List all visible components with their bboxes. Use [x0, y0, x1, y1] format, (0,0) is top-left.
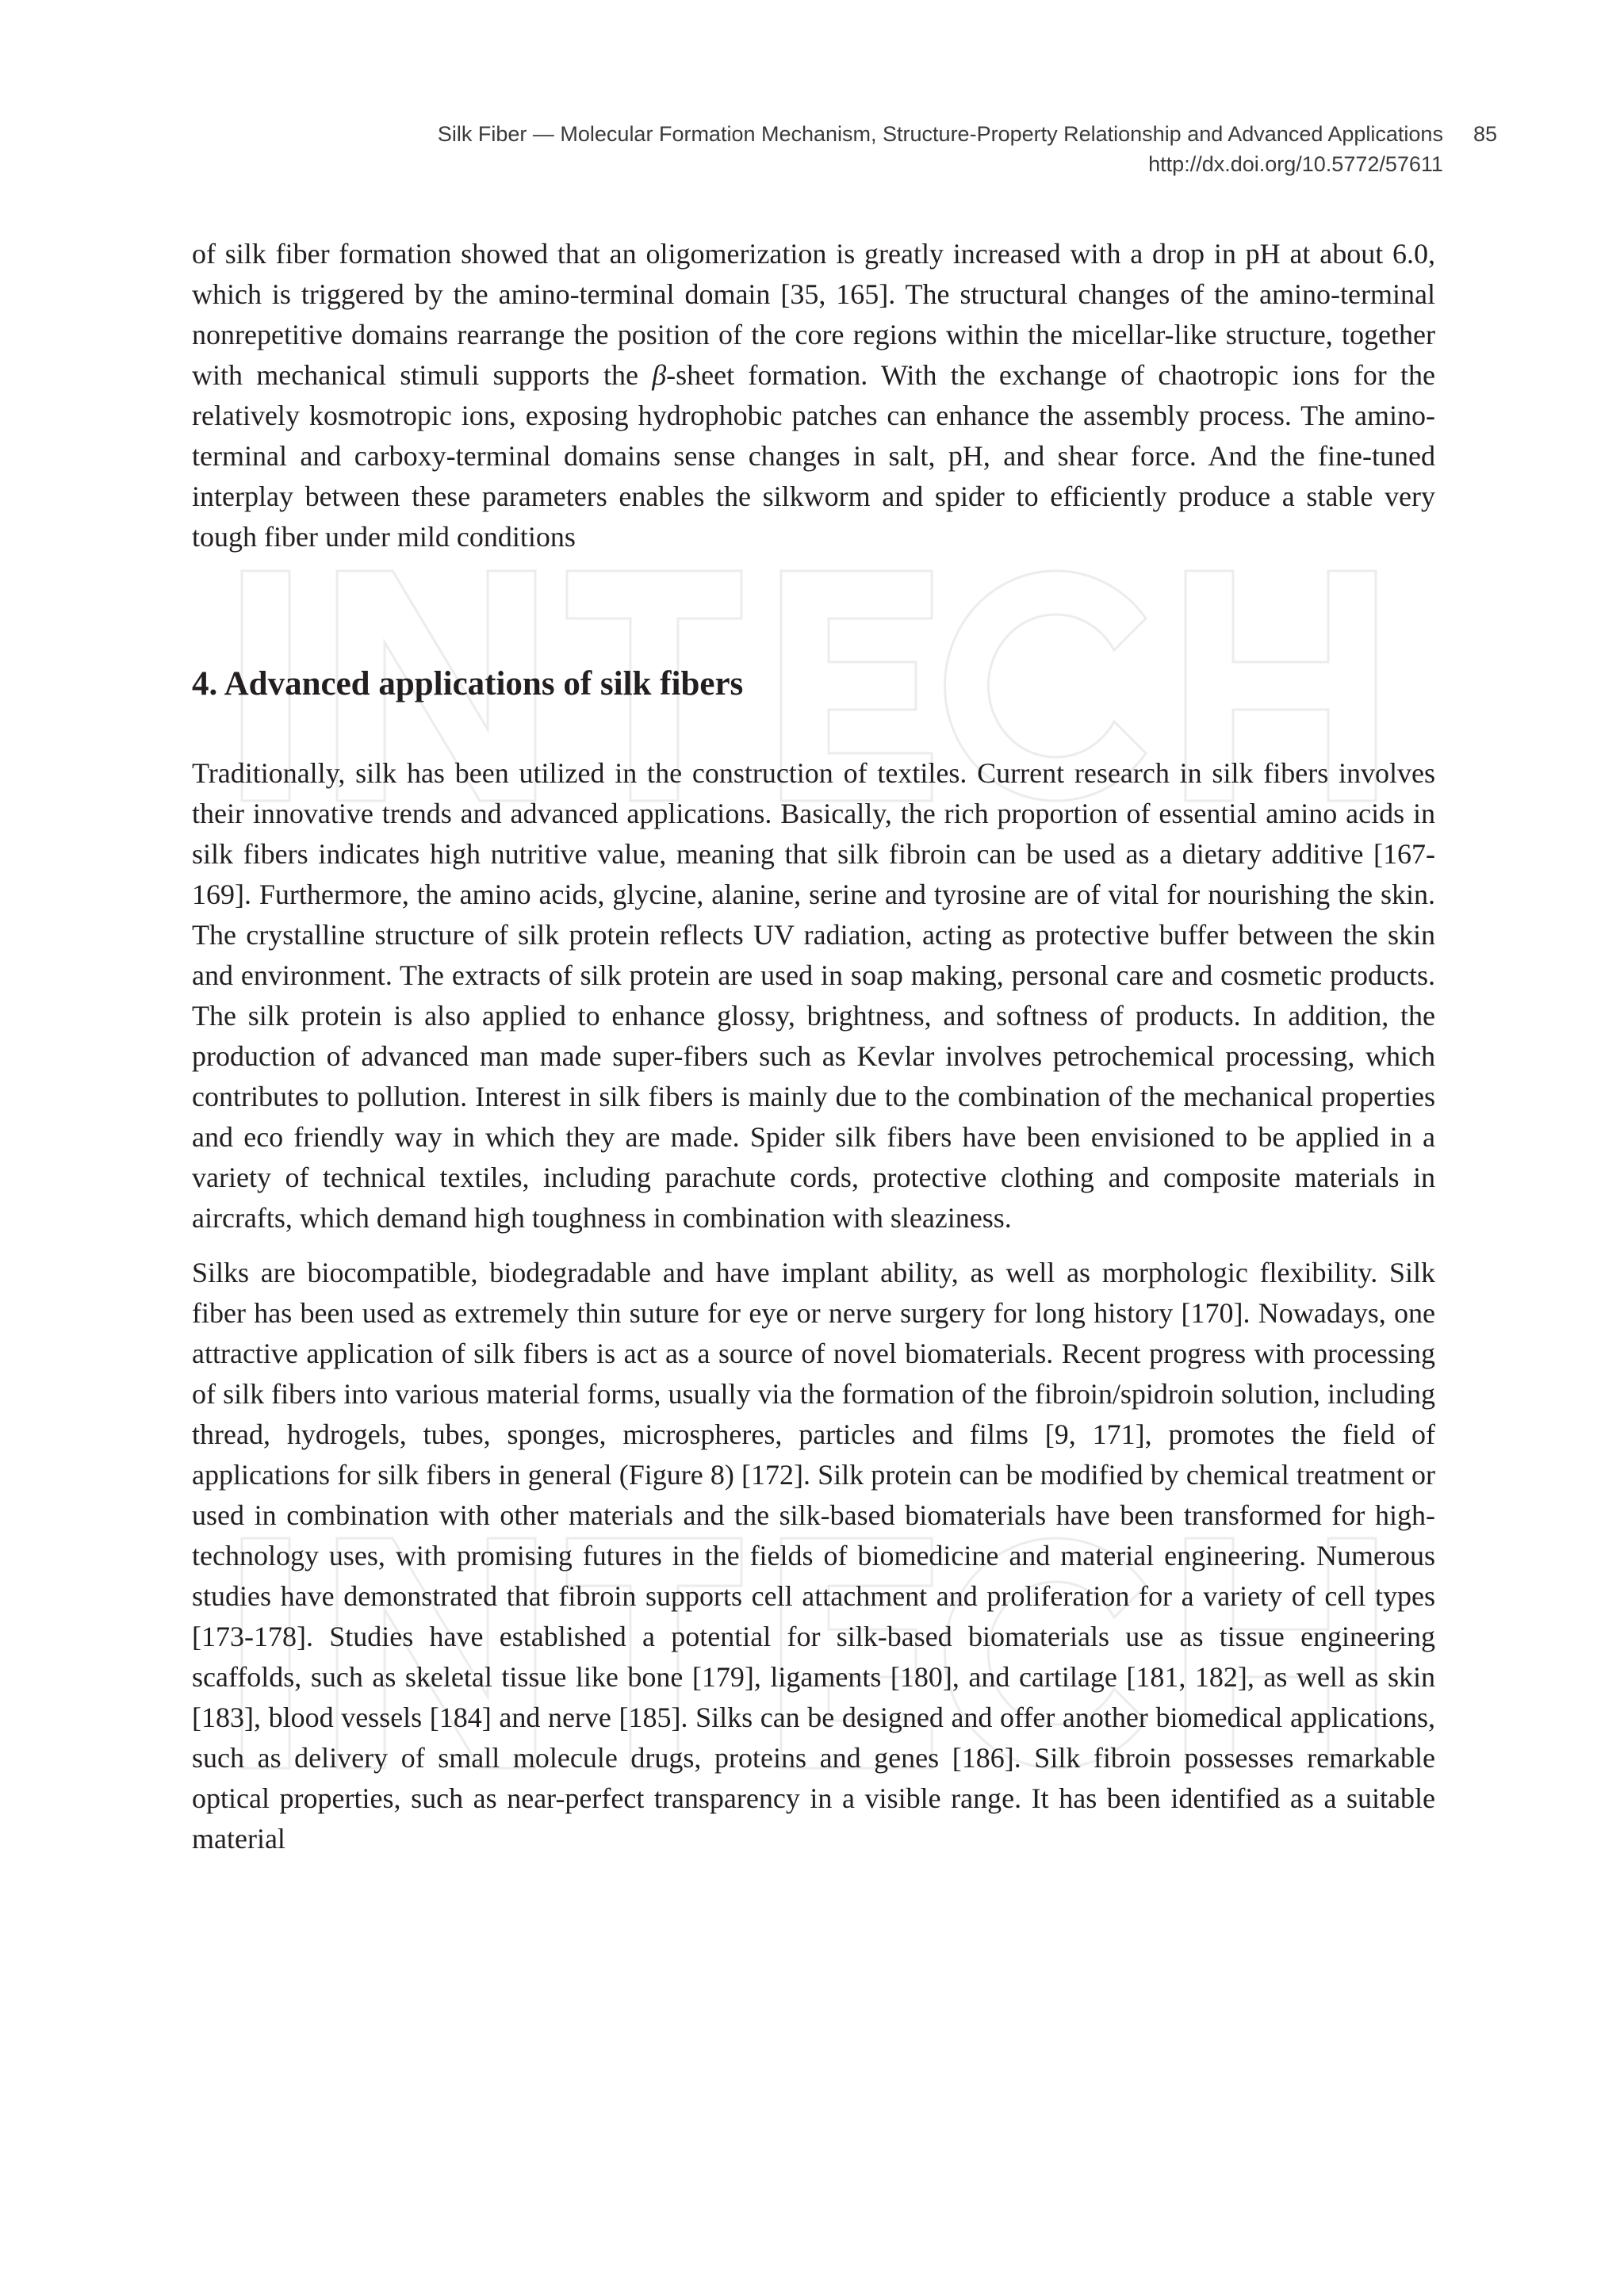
- paragraph-biomaterials: Silks are biocompatible, biodegradable and have implant ability, as well as morphologic flexibility. Silk fiber has been used as extremely thin suture for eye or nerve surgery for long history [170]. Nowadays, one attractive application of silk fibers is act as a source of novel biomaterials. Recent progress with processing of silk fibers into various material forms, usually via the formation of the fibroin/spidroin solution, including thread, hydrogels, tubes, sponges, microspheres, particles and films [9, 171], promotes the field of applications for silk fibers in general (Figure 8) [172]. Silk protein can be modified by chemical treatment or used in combination with other materials and the silk-based biomaterials have been transformed for high-technology uses, with promising futures in the fields of biomedicine and material engineering. Numerous studies have demonstrated that fibroin supports cell attachment and proliferation for a variety of cell types [173-178]. Studies have established a potential for silk-based biomaterials use as tissue engineering scaffolds, such as skeletal tissue like bone [179], ligaments [180], and cartilage [181, 182], as well as skin [183], blood vessels [184] and nerve [185]. Silks can be designed and offer another biomedical applications, such as delivery of small molecule drugs, proteins and genes [186]. Silk fibroin possesses remarkable optical properties, such as near-perfect transparency in a visible range. It has been identified as a suitable material: [192, 1257, 1435, 1855]
- page-number: 85: [1473, 122, 1497, 146]
- page-body: [192, 234, 1435, 1859]
- paragraph-applications: Traditionally, silk has been utilized in the construction of textiles. Current research in silk fibers involves their innovative trends and advanced applications. Basically, the rich proportion of essential amino acids in silk fibers indicates high nutritive value, meaning that silk fibroin can be used as a dietary additive [167-169]. Furthermore, the amino acids, glycine, alanine, serine and tyrosine are of vital for nourishing the skin. The crystalline structure of silk protein reflects UV radiation, acting as protective buffer between the skin and environment. The extracts of silk protein are used in soap making, personal care and cosmetic products. The silk protein is also applied to enhance glossy, brightness, and softness of products. In addition, the production of advanced man made super-fibers such as Kevlar involves petrochemical processing, which contributes to pollution. Interest in silk fibers is mainly due to the combination of the mechanical properties and eco friendly way in which they are made. Spider silk fibers have been envisioned to be applied in a variety of technical textiles, including parachute cords, protective clothing and composite materials in aircrafts, which demand high toughness in combination with sleaziness.: [192, 757, 1435, 1234]
- doi-link[interactable]: http://dx.doi.org/10.5772/57611: [1148, 152, 1443, 176]
- beta-symbol: β: [652, 359, 667, 391]
- running-head: [149, 119, 1497, 179]
- paragraph-continuation-part-2: -sheet formation. With the exchange of chaotropic ions for the relatively kosmotropic ions, exposing hydrophobic patches can enhance the assembly process. The amino-terminal and carboxy-terminal domains sense changes in salt, pH, and shear force. And the fine-tuned interplay between these parameters enables the silkworm and spider to efficiently produce a stable very tough fiber under mild conditions: [192, 359, 1435, 553]
- running-head-line-2: [149, 149, 1497, 179]
- running-head-line-1: [149, 119, 1497, 149]
- section-heading: 4. Advanced applications of silk fibers: [192, 665, 744, 702]
- running-head-title: Silk Fiber — Molecular Formation Mechanism, Structure-Property Relationship and Advanced Applications: [437, 122, 1443, 146]
- paragraph-continuation: [192, 234, 1435, 557]
- paragraph-continuation-part-1: of silk fiber formation showed that an oligomerization is greatly increased with a drop in pH at about 6.0, which is triggered by the amino-terminal domain [35, 165]. The structural changes of the amino-terminal nonrepetitive domains rearrange the position of the core regions within the micellar-like structure, together with mechanical stimuli supports the: [192, 238, 1435, 391]
